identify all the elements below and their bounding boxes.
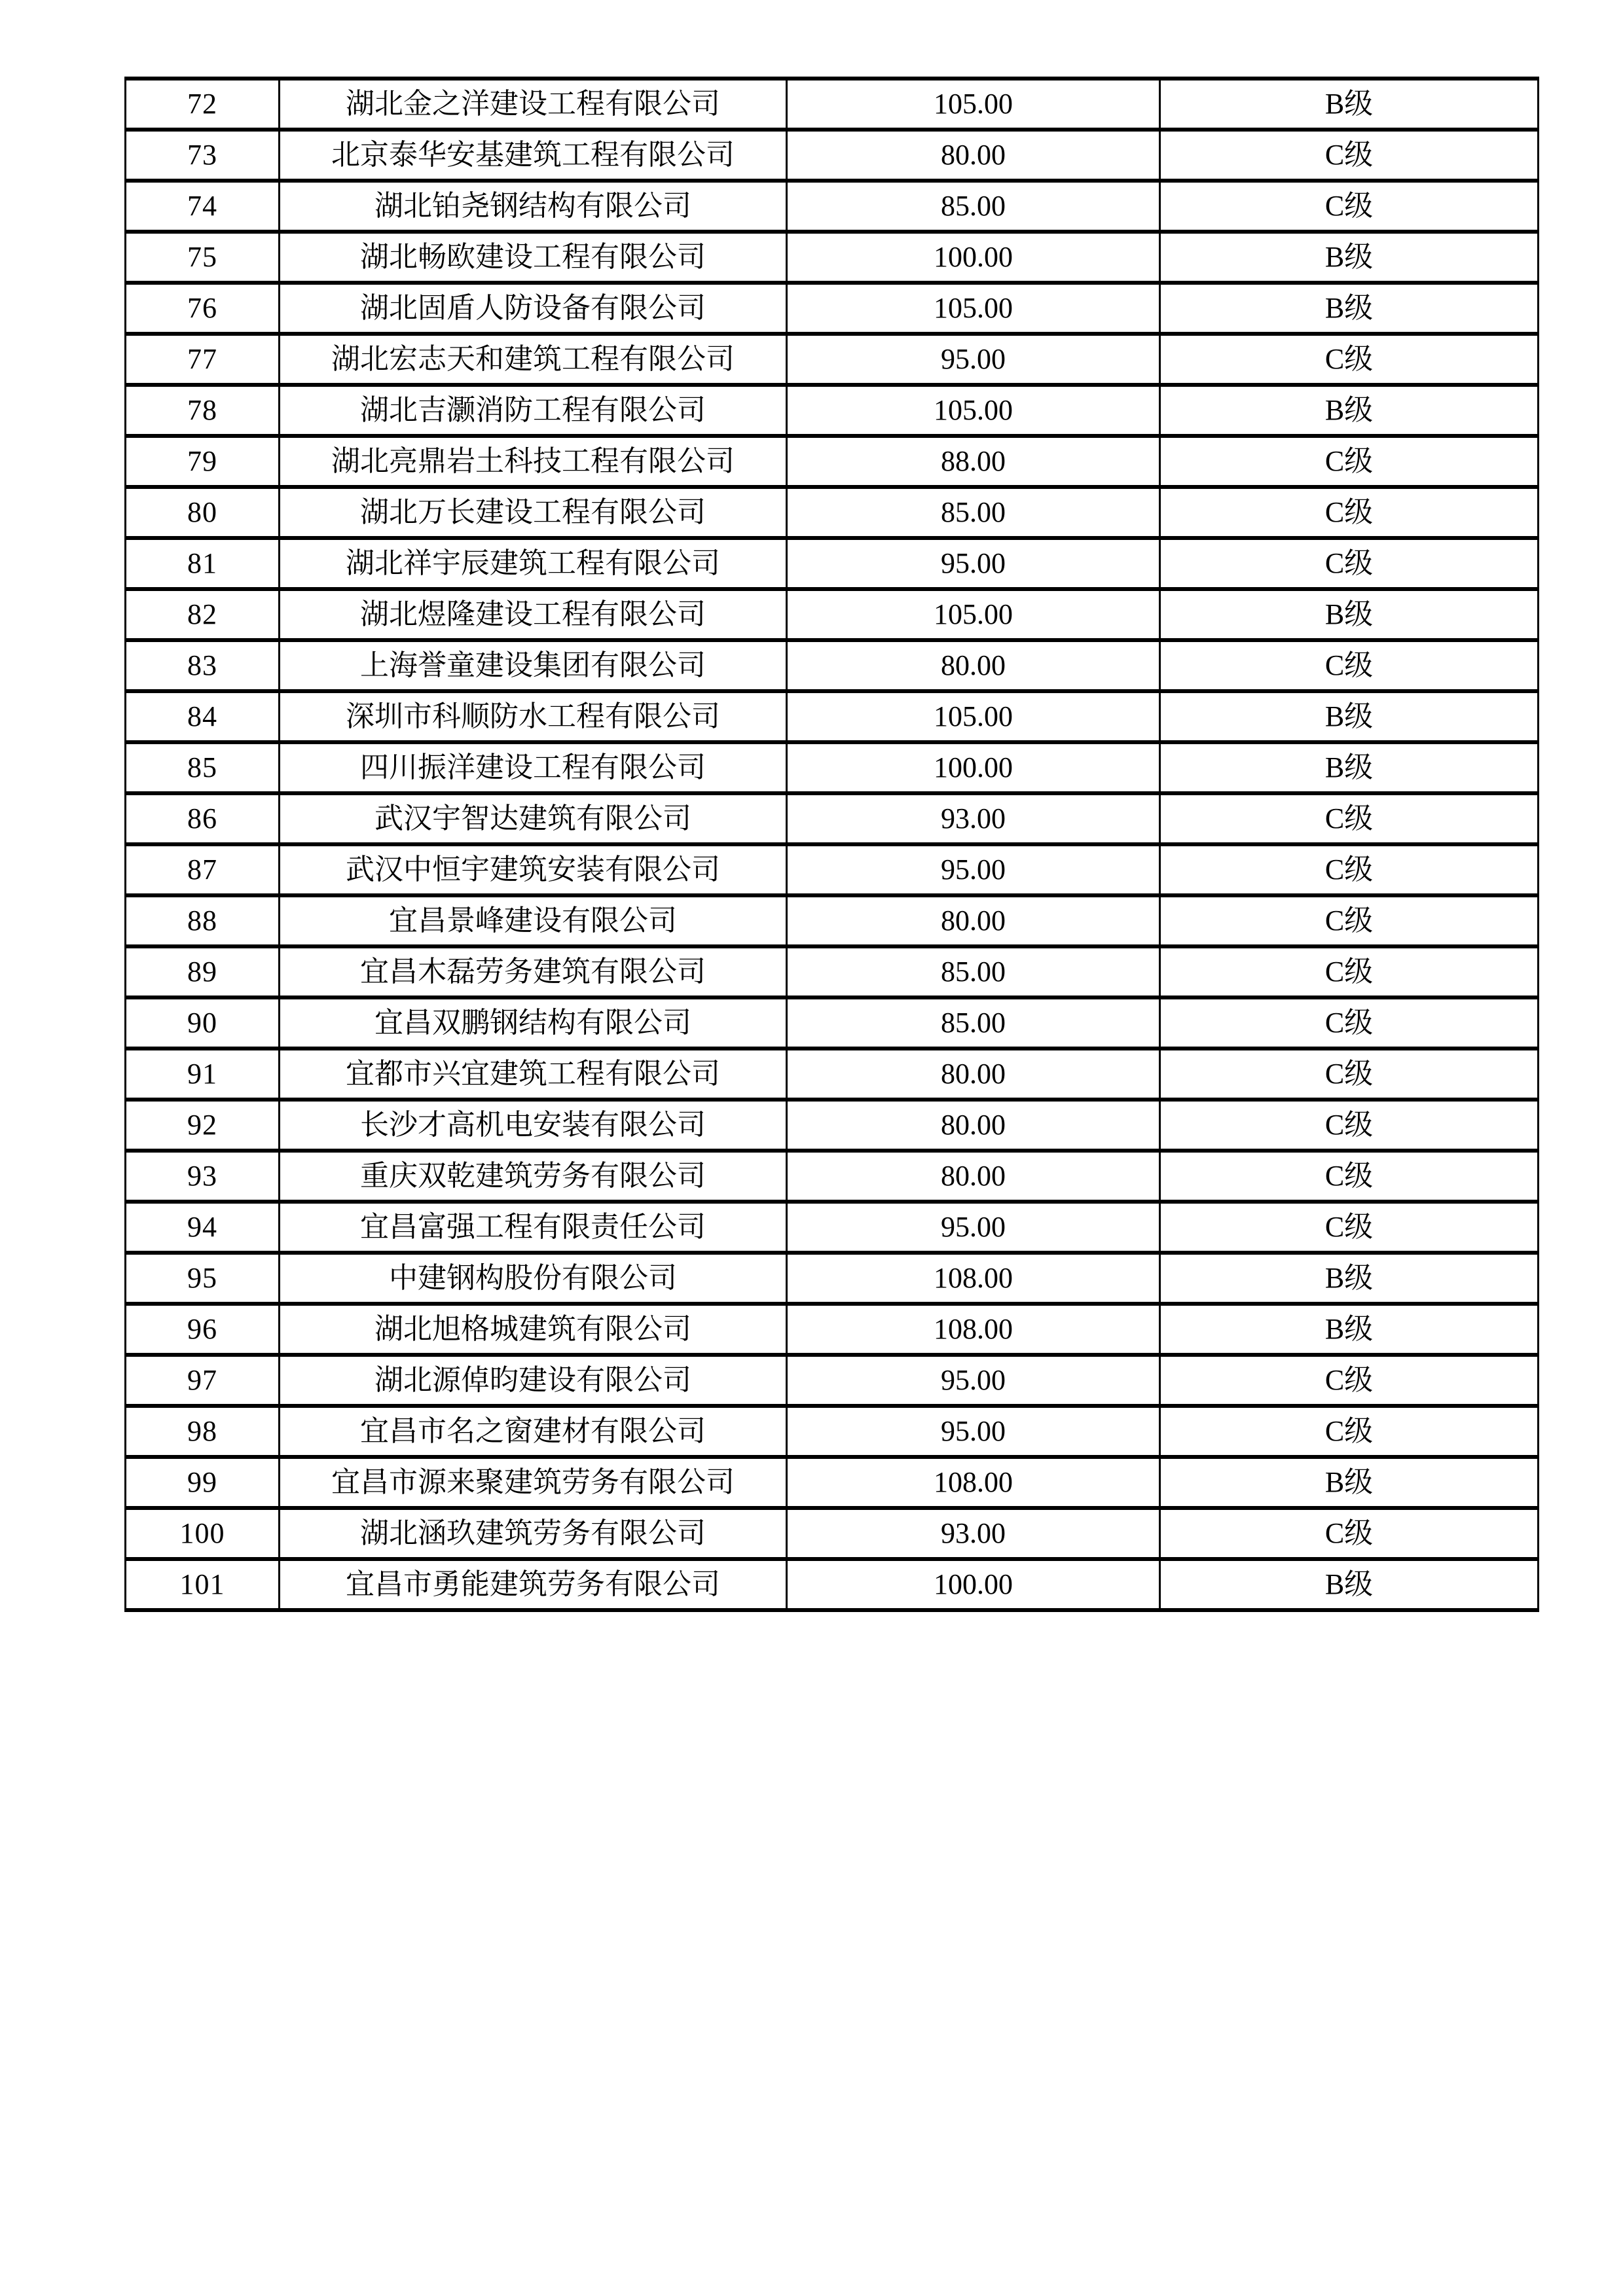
row-number-cell: 90: [126, 997, 280, 1049]
company-name-cell: 湖北源倬昀建设有限公司: [280, 1355, 787, 1406]
score-cell: 105.00: [787, 385, 1160, 436]
score-cell: 95.00: [787, 1355, 1160, 1406]
grade-cell: C级: [1160, 844, 1539, 895]
score-cell: 85.00: [787, 487, 1160, 538]
row-number-cell: 76: [126, 283, 280, 334]
row-number-cell: 73: [126, 130, 280, 181]
row-number-cell: 86: [126, 793, 280, 844]
grade-cell: C级: [1160, 538, 1539, 589]
table-row: [126, 283, 1539, 334]
grade-cell: C级: [1160, 1151, 1539, 1202]
grade-cell: C级: [1160, 997, 1539, 1049]
table-row: [126, 640, 1539, 691]
grade-cell: B级: [1160, 1253, 1539, 1304]
table-row: [126, 742, 1539, 793]
grade-cell: B级: [1160, 691, 1539, 742]
grade-cell: C级: [1160, 1406, 1539, 1457]
table-row: [126, 691, 1539, 742]
score-cell: 85.00: [787, 997, 1160, 1049]
score-cell: 105.00: [787, 589, 1160, 640]
company-name-cell: 宜昌木磊劳务建筑有限公司: [280, 946, 787, 997]
row-number-cell: 100: [126, 1508, 280, 1559]
score-cell: 80.00: [787, 1049, 1160, 1100]
company-name-cell: 长沙才高机电安装有限公司: [280, 1100, 787, 1151]
row-number-cell: 84: [126, 691, 280, 742]
score-cell: 100.00: [787, 232, 1160, 283]
company-name-cell: 中建钢构股份有限公司: [280, 1253, 787, 1304]
grade-cell: C级: [1160, 130, 1539, 181]
grade-cell: C级: [1160, 436, 1539, 487]
grade-cell: B级: [1160, 1304, 1539, 1355]
score-cell: 100.00: [787, 1559, 1160, 1610]
grade-cell: C级: [1160, 793, 1539, 844]
score-cell: 105.00: [787, 79, 1160, 130]
score-cell: 85.00: [787, 181, 1160, 232]
table-row: [126, 895, 1539, 946]
grade-cell: C级: [1160, 640, 1539, 691]
table-row: [126, 181, 1539, 232]
row-number-cell: 101: [126, 1559, 280, 1610]
grade-cell: C级: [1160, 895, 1539, 946]
score-cell: 80.00: [787, 895, 1160, 946]
grade-cell: C级: [1160, 487, 1539, 538]
table-row: [126, 589, 1539, 640]
score-cell: 80.00: [787, 640, 1160, 691]
table-row: [126, 79, 1539, 130]
score-cell: 80.00: [787, 1100, 1160, 1151]
row-number-cell: 91: [126, 1049, 280, 1100]
score-cell: 105.00: [787, 691, 1160, 742]
row-number-cell: 92: [126, 1100, 280, 1151]
company-name-cell: 湖北涵玖建筑劳务有限公司: [280, 1508, 787, 1559]
company-name-cell: 湖北祥宇辰建筑工程有限公司: [280, 538, 787, 589]
companies-score-table: [124, 77, 1539, 1612]
score-cell: 80.00: [787, 130, 1160, 181]
table-row: [126, 1100, 1539, 1151]
grade-cell: B级: [1160, 742, 1539, 793]
company-name-cell: 湖北宏志天和建筑工程有限公司: [280, 334, 787, 385]
row-number-cell: 89: [126, 946, 280, 997]
table-row: [126, 1049, 1539, 1100]
grade-cell: B级: [1160, 1457, 1539, 1508]
table-row: [126, 130, 1539, 181]
table-row: [126, 385, 1539, 436]
table-row: [126, 334, 1539, 385]
grade-cell: C级: [1160, 946, 1539, 997]
grade-cell: C级: [1160, 1355, 1539, 1406]
company-name-cell: 湖北铂尧钢结构有限公司: [280, 181, 787, 232]
table-row: [126, 793, 1539, 844]
table-row: [126, 1151, 1539, 1202]
company-name-cell: 上海誉童建设集团有限公司: [280, 640, 787, 691]
row-number-cell: 81: [126, 538, 280, 589]
score-cell: 88.00: [787, 436, 1160, 487]
company-name-cell: 湖北金之洋建设工程有限公司: [280, 79, 787, 130]
company-name-cell: 武汉中恒宇建筑安装有限公司: [280, 844, 787, 895]
score-cell: 93.00: [787, 1508, 1160, 1559]
row-number-cell: 82: [126, 589, 280, 640]
row-number-cell: 94: [126, 1202, 280, 1253]
table-row: [126, 1253, 1539, 1304]
company-name-cell: 宜昌富强工程有限责任公司: [280, 1202, 787, 1253]
company-name-cell: 四川振洋建设工程有限公司: [280, 742, 787, 793]
company-name-cell: 湖北固盾人防设备有限公司: [280, 283, 787, 334]
company-name-cell: 宜昌市源来聚建筑劳务有限公司: [280, 1457, 787, 1508]
company-name-cell: 重庆双乾建筑劳务有限公司: [280, 1151, 787, 1202]
grade-cell: B级: [1160, 589, 1539, 640]
table-row: [126, 487, 1539, 538]
row-number-cell: 83: [126, 640, 280, 691]
score-cell: 95.00: [787, 334, 1160, 385]
table-row: [126, 1304, 1539, 1355]
row-number-cell: 80: [126, 487, 280, 538]
row-number-cell: 99: [126, 1457, 280, 1508]
score-cell: 95.00: [787, 844, 1160, 895]
row-number-cell: 77: [126, 334, 280, 385]
score-cell: 93.00: [787, 793, 1160, 844]
company-name-cell: 湖北煜隆建设工程有限公司: [280, 589, 787, 640]
company-name-cell: 湖北旭格城建筑有限公司: [280, 1304, 787, 1355]
company-name-cell: 宜昌景峰建设有限公司: [280, 895, 787, 946]
score-cell: 108.00: [787, 1253, 1160, 1304]
score-cell: 105.00: [787, 283, 1160, 334]
table-row: [126, 232, 1539, 283]
grade-cell: C级: [1160, 334, 1539, 385]
grade-cell: C级: [1160, 1049, 1539, 1100]
table-row: [126, 1202, 1539, 1253]
row-number-cell: 93: [126, 1151, 280, 1202]
company-name-cell: 北京泰华安基建筑工程有限公司: [280, 130, 787, 181]
table-row: [126, 1457, 1539, 1508]
row-number-cell: 98: [126, 1406, 280, 1457]
grade-cell: B级: [1160, 385, 1539, 436]
grade-cell: C级: [1160, 181, 1539, 232]
score-cell: 95.00: [787, 1406, 1160, 1457]
grade-cell: B级: [1160, 1559, 1539, 1610]
company-name-cell: 湖北亮鼎岩土科技工程有限公司: [280, 436, 787, 487]
grade-cell: B级: [1160, 283, 1539, 334]
table-row: [126, 997, 1539, 1049]
row-number-cell: 79: [126, 436, 280, 487]
score-cell: 80.00: [787, 1151, 1160, 1202]
company-name-cell: 宜昌双鹏钢结构有限公司: [280, 997, 787, 1049]
table-row: [126, 436, 1539, 487]
grade-cell: C级: [1160, 1100, 1539, 1151]
row-number-cell: 74: [126, 181, 280, 232]
companies-table-body: [126, 79, 1539, 1610]
score-cell: 108.00: [787, 1304, 1160, 1355]
grade-cell: C级: [1160, 1202, 1539, 1253]
score-cell: 95.00: [787, 1202, 1160, 1253]
table-row: [126, 1508, 1539, 1559]
company-name-cell: 宜昌市勇能建筑劳务有限公司: [280, 1559, 787, 1610]
company-name-cell: 宜都市兴宜建筑工程有限公司: [280, 1049, 787, 1100]
score-cell: 108.00: [787, 1457, 1160, 1508]
row-number-cell: 95: [126, 1253, 280, 1304]
row-number-cell: 87: [126, 844, 280, 895]
row-number-cell: 88: [126, 895, 280, 946]
row-number-cell: 85: [126, 742, 280, 793]
grade-cell: B级: [1160, 79, 1539, 130]
company-name-cell: 深圳市科顺防水工程有限公司: [280, 691, 787, 742]
table-row: [126, 1355, 1539, 1406]
company-name-cell: 湖北万长建设工程有限公司: [280, 487, 787, 538]
table-row: [126, 844, 1539, 895]
row-number-cell: 72: [126, 79, 280, 130]
company-name-cell: 武汉宇智达建筑有限公司: [280, 793, 787, 844]
row-number-cell: 97: [126, 1355, 280, 1406]
grade-cell: C级: [1160, 1508, 1539, 1559]
table-row: [126, 538, 1539, 589]
company-name-cell: 宜昌市名之窗建材有限公司: [280, 1406, 787, 1457]
row-number-cell: 78: [126, 385, 280, 436]
score-cell: 100.00: [787, 742, 1160, 793]
score-cell: 85.00: [787, 946, 1160, 997]
table-row: [126, 1559, 1539, 1610]
grade-cell: B级: [1160, 232, 1539, 283]
company-name-cell: 湖北吉灏消防工程有限公司: [280, 385, 787, 436]
table-row: [126, 946, 1539, 997]
row-number-cell: 96: [126, 1304, 280, 1355]
row-number-cell: 75: [126, 232, 280, 283]
score-cell: 95.00: [787, 538, 1160, 589]
table-row: [126, 1406, 1539, 1457]
company-name-cell: 湖北畅欧建设工程有限公司: [280, 232, 787, 283]
